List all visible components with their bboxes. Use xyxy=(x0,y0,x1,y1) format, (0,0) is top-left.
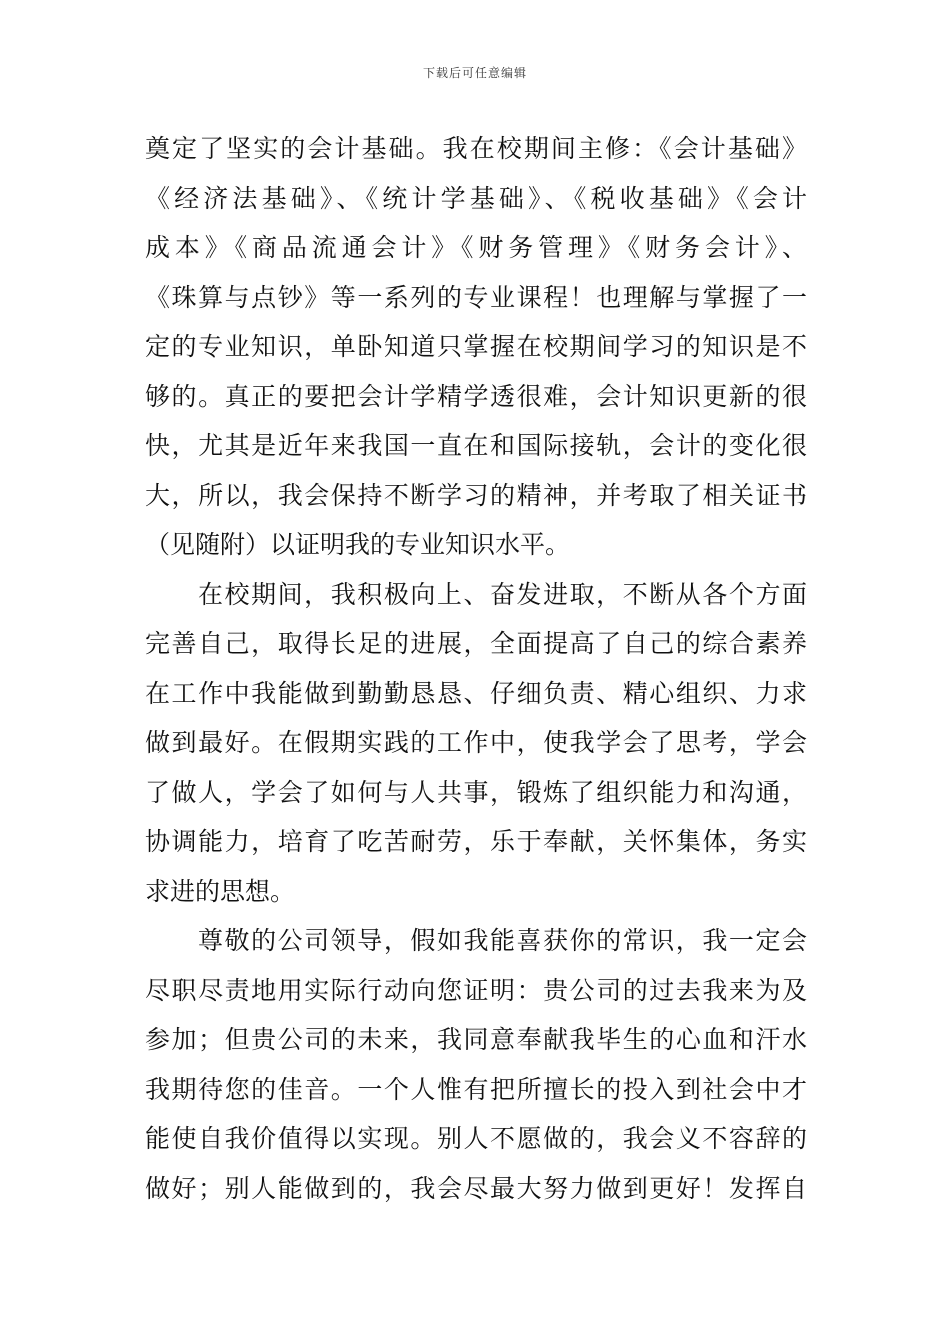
text-line: 求进的思想。 xyxy=(145,876,296,906)
text-line: 参加；但贵公司的未来，我同意奉献我毕生的心血和汗水 xyxy=(145,1025,807,1054)
paragraph xyxy=(145,916,807,1213)
text-line: 成本》《商品流通会计》《财务管理》《财务会计》、 xyxy=(145,233,807,262)
text-line: （见随附）以证明我的专业知识水平。 xyxy=(145,530,571,559)
page-header: 下载后可任意编辑 xyxy=(422,66,527,80)
text-line: 定的专业知识，单卧知道只掌握在校期间学习的知识是不 xyxy=(145,332,807,361)
text-line: 协调能力，培育了吃苦耐劳，乐于奉献，关怀集体，务实 xyxy=(145,827,807,856)
text-line: 在工作中我能做到勤勤恳恳、仔细负责、精心组织、力求 xyxy=(145,678,807,708)
document-body xyxy=(145,124,807,1213)
text-line: 够的。真正的要把会计学精学透很难，会计知识更新的很 xyxy=(145,381,807,411)
text-line: 了做人，学会了如何与人共事，锻炼了组织能力和沟通， xyxy=(145,777,807,807)
text-line: 《珠算与点钞》等一系列的专业课程！也理解与掌握了一 xyxy=(145,282,807,312)
text-line: 大，所以，我会保持不断学习的精神，并考取了相关证书 xyxy=(145,480,807,510)
paragraph xyxy=(145,124,807,570)
text-line: 做到最好。在假期实践的工作中，使我学会了思考，学会 xyxy=(145,728,807,757)
text-line: 完善自己，取得长足的进展，全面提高了自己的综合素养 xyxy=(145,629,807,658)
text-line: 做好；别人能做到的，我会尽最大努力做到更好！发挥自 xyxy=(145,1173,807,1203)
text-line: 能使自我价值得以实现。别人不愿做的，我会义不容辞的 xyxy=(145,1124,807,1153)
paragraph xyxy=(145,570,807,917)
text-line: 《经济法基础》、《统计学基础》、《税收基础》《会计 xyxy=(145,183,807,213)
text-line: 快，尤其是近年来我国一直在和国际接轨，会计的变化很 xyxy=(145,431,807,460)
text-line: 尽职尽责地用实际行动向您证明：贵公司的过去我来为及 xyxy=(145,975,807,1005)
text-line: 在校期间，我积极向上、奋发进取，不断从各个方面 xyxy=(198,579,807,609)
text-line: 奠定了坚实的会计基础。我在校期间主修：《会计基础》 xyxy=(145,134,807,163)
text-line: 尊敬的公司领导，假如我能喜获你的常识，我一定会 xyxy=(198,926,807,955)
text-line: 我期待您的佳音。一个人惟有把所擅长的投入到社会中才 xyxy=(145,1074,807,1104)
